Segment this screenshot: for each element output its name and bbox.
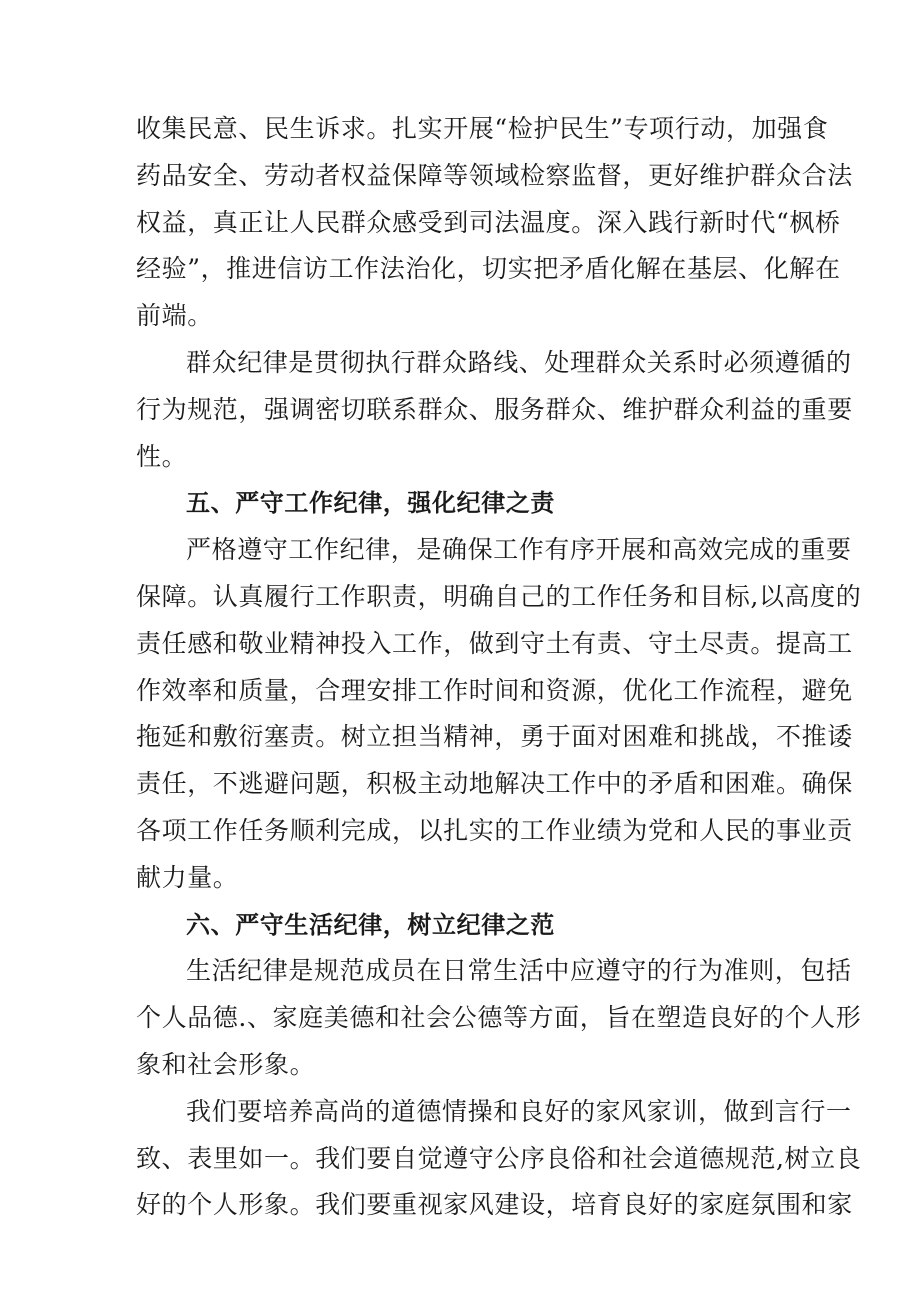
text-line: 经验”，推进信访工作法治化，切实把矛盾化解在基层、化解在 bbox=[136, 254, 841, 284]
text-line: 保障。认真履行工作职责，明确自己的工作任务和目标,以高度的 bbox=[136, 581, 862, 611]
text-line: 责任，不逃避问题，积极主动地解决工作中的矛盾和困难。确保 bbox=[136, 769, 853, 799]
text-line: 群众纪律是贯彻执行群众路线、处理群众关系时必须遵循的 bbox=[186, 347, 852, 377]
section-heading: 六、严守生活纪律，树立纪律之范 bbox=[186, 910, 555, 939]
text-line: 前端。 bbox=[136, 301, 213, 331]
section-heading: 五、严守工作纪律，强化纪律之责 bbox=[186, 489, 555, 518]
text-line: 行为规范，强调密切联系群众、服务群众、维护群众利益的重要 bbox=[136, 394, 853, 424]
text-line: 权益，真正让人民群众感受到司法温度。深入践行新时代“枫桥 bbox=[136, 207, 841, 237]
text-line: 好的个人形象。我们要重视家风建设，培育良好的家庭氛围和家 bbox=[136, 1190, 853, 1220]
text-line: 收集民意、民生诉求。扎实开展“检护民生”专项行动，加强食 bbox=[136, 114, 829, 143]
text-line: 作效率和质量，合理安排工作时间和资源，优化工作流程，避免 bbox=[136, 675, 853, 705]
text-line: 个人品德.、家庭美德和社会公德等方面，旨在塑造良好的个人形 bbox=[136, 1003, 862, 1033]
text-line: 献力量。 bbox=[136, 862, 239, 892]
text-line: 责任感和敬业精神投入工作，做到守土有责、守土尽责。提高工 bbox=[136, 628, 853, 658]
text-line: 致、表里如一。我们要自觉遵守公序良俗和社会道德规范,树立良 bbox=[136, 1143, 862, 1173]
document-body bbox=[136, 106, 862, 1229]
text-line: 药品安全、劳动者权益保障等领域检察监督，更好维护群众合法 bbox=[136, 160, 853, 190]
text-line: 拖延和敷衍塞责。树立担当精神，勇于面对困难和挑战，不推诿 bbox=[136, 722, 853, 752]
text-line: 各项工作任务顺利完成，以扎实的工作业绩为党和人民的事业贡 bbox=[136, 815, 853, 845]
text-line: 生活纪律是规范成员在日常生活中应遵守的行为准则，包括 bbox=[186, 956, 852, 986]
text-line: 我们要培养高尚的道德情操和良好的家风家训，做到言行一 bbox=[186, 1096, 852, 1126]
text-line: 象和社会形象。 bbox=[136, 1049, 316, 1079]
text-line: 性。 bbox=[136, 441, 188, 471]
text-line: 严格遵守工作纪律，是确保工作有序开展和高效完成的重要 bbox=[186, 535, 852, 565]
